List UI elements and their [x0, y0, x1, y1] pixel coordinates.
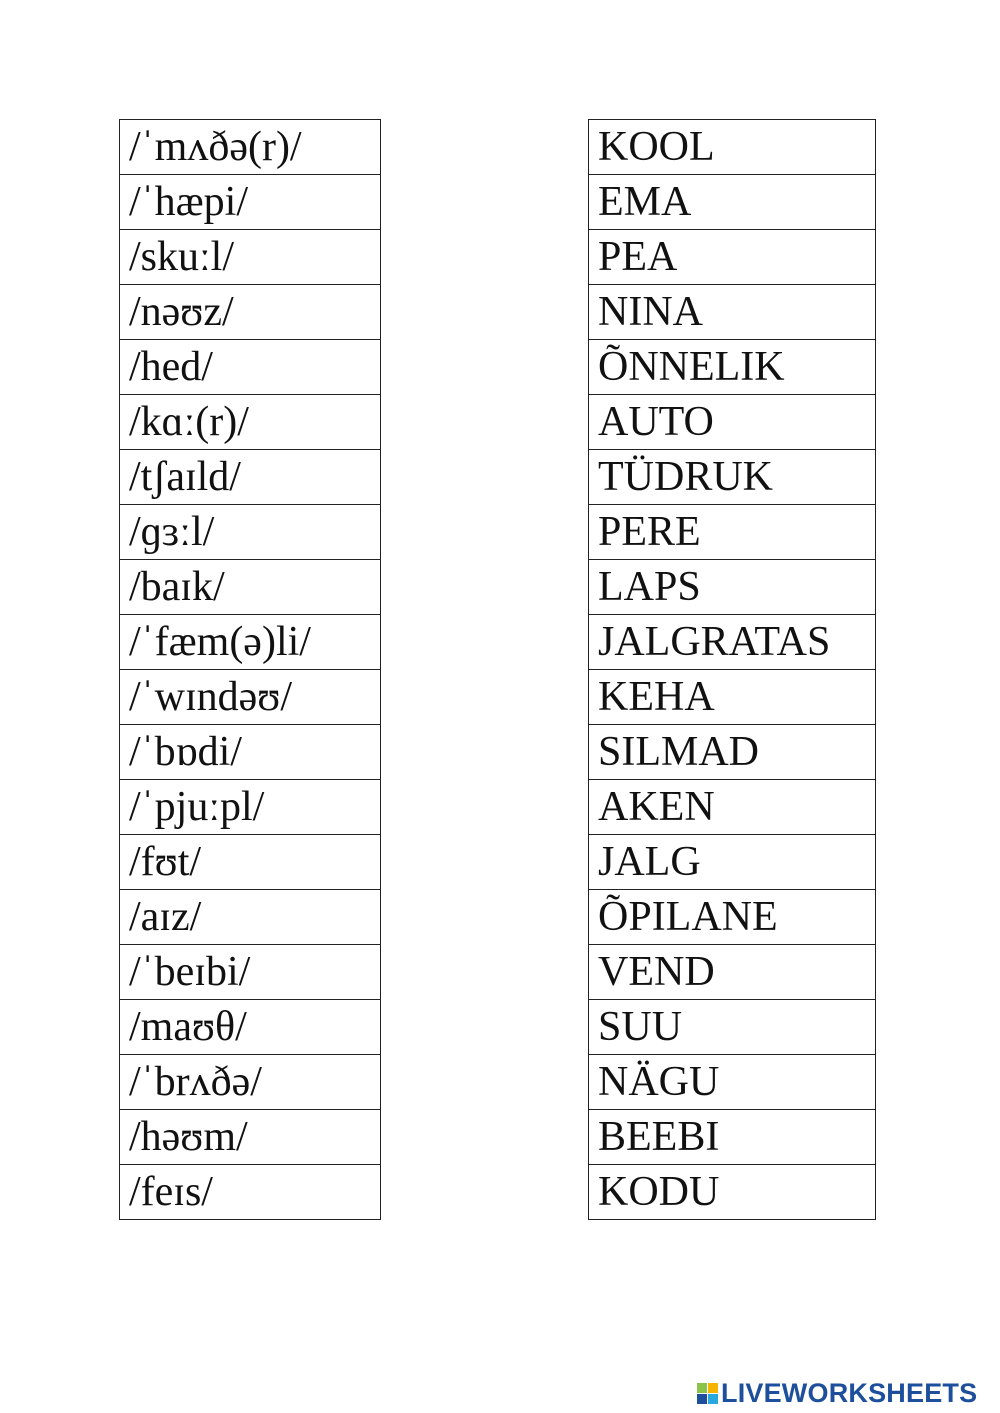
table-row: [589, 560, 876, 615]
table-row: [589, 120, 876, 175]
word-cell: AUTO: [589, 395, 876, 450]
table-row: [589, 395, 876, 450]
estonian-words-table: [588, 119, 876, 1220]
word-cell: NÄGU: [589, 1055, 876, 1110]
table-row: [589, 175, 876, 230]
word-cell: NINA: [589, 285, 876, 340]
phonetic-cell: /ˈpjuːpl/: [120, 780, 381, 835]
table-row: [120, 890, 381, 945]
table-row: [120, 450, 381, 505]
phonetic-cell: /ˈbɒdi/: [120, 725, 381, 780]
table-row: [589, 505, 876, 560]
table-row: [120, 615, 381, 670]
table-row: [120, 1000, 381, 1055]
word-cell: EMA: [589, 175, 876, 230]
phonetic-transcriptions-table: [119, 119, 381, 1220]
table-row: [589, 450, 876, 505]
word-cell: SILMAD: [589, 725, 876, 780]
table-row: [589, 780, 876, 835]
phonetic-cell: /aɪz/: [120, 890, 381, 945]
word-cell: ÕPILANE: [589, 890, 876, 945]
word-cell: LAPS: [589, 560, 876, 615]
phonetic-cell: /ˈhæpi/: [120, 175, 381, 230]
liveworksheets-branding: [697, 1378, 977, 1408]
table-row: [120, 1055, 381, 1110]
table-row: [589, 1055, 876, 1110]
phonetic-cell: /baɪk/: [120, 560, 381, 615]
table-row: [120, 835, 381, 890]
word-cell: KOOL: [589, 120, 876, 175]
word-cell: KODU: [589, 1165, 876, 1220]
table-row: [589, 1110, 876, 1165]
phonetic-cell: /ˈwɪndəʊ/: [120, 670, 381, 725]
word-cell: KEHA: [589, 670, 876, 725]
table-row: [120, 505, 381, 560]
word-cell: AKEN: [589, 780, 876, 835]
word-cell: VEND: [589, 945, 876, 1000]
word-cell: JALGRATAS: [589, 615, 876, 670]
phonetic-cell: /ˈmʌðə(r)/: [120, 120, 381, 175]
table-row: [589, 285, 876, 340]
table-row: [120, 230, 381, 285]
table-row: [120, 560, 381, 615]
phonetic-cell: /fʊt/: [120, 835, 381, 890]
table-row: [120, 725, 381, 780]
liveworksheets-logo-icon: [697, 1383, 718, 1404]
table-row: [120, 780, 381, 835]
table-row: [120, 395, 381, 450]
phonetic-cell: /maʊθ/: [120, 1000, 381, 1055]
table-row: [120, 1110, 381, 1165]
table-row: [589, 670, 876, 725]
table-row: [120, 120, 381, 175]
word-cell: TÜDRUK: [589, 450, 876, 505]
phonetic-cell: /ˈbrʌðə/: [120, 1055, 381, 1110]
phonetic-cell: /kɑː(r)/: [120, 395, 381, 450]
phonetic-cell: /ˈbeɪbi/: [120, 945, 381, 1000]
table-row: [120, 175, 381, 230]
word-cell: ÕNNELIK: [589, 340, 876, 395]
table-row: [120, 285, 381, 340]
table-row: [120, 340, 381, 395]
table-row: [589, 1000, 876, 1055]
word-cell: BEEBI: [589, 1110, 876, 1165]
phonetic-cell: /həʊm/: [120, 1110, 381, 1165]
phonetic-cell: /nəʊz/: [120, 285, 381, 340]
phonetic-cell: /hed/: [120, 340, 381, 395]
table-row: [589, 340, 876, 395]
word-cell: JALG: [589, 835, 876, 890]
table-row: [589, 835, 876, 890]
table-row: [120, 1165, 381, 1220]
table-row: [589, 615, 876, 670]
phonetic-cell: /ˈfæm(ə)li/: [120, 615, 381, 670]
table-row: [589, 890, 876, 945]
word-cell: SUU: [589, 1000, 876, 1055]
table-row: [589, 230, 876, 285]
table-row: [120, 945, 381, 1000]
brand-name: LIVEWORKSHEETS: [721, 1378, 978, 1408]
phonetic-cell: /ɡɜːl/: [120, 505, 381, 560]
word-cell: PERE: [589, 505, 876, 560]
phonetic-cell: /skuːl/: [120, 230, 381, 285]
table-row: [589, 945, 876, 1000]
phonetic-cell: /tʃaɪld/: [120, 450, 381, 505]
table-row: [589, 1165, 876, 1220]
table-row: [120, 670, 381, 725]
word-cell: PEA: [589, 230, 876, 285]
table-row: [589, 725, 876, 780]
phonetic-cell: /feɪs/: [120, 1165, 381, 1220]
